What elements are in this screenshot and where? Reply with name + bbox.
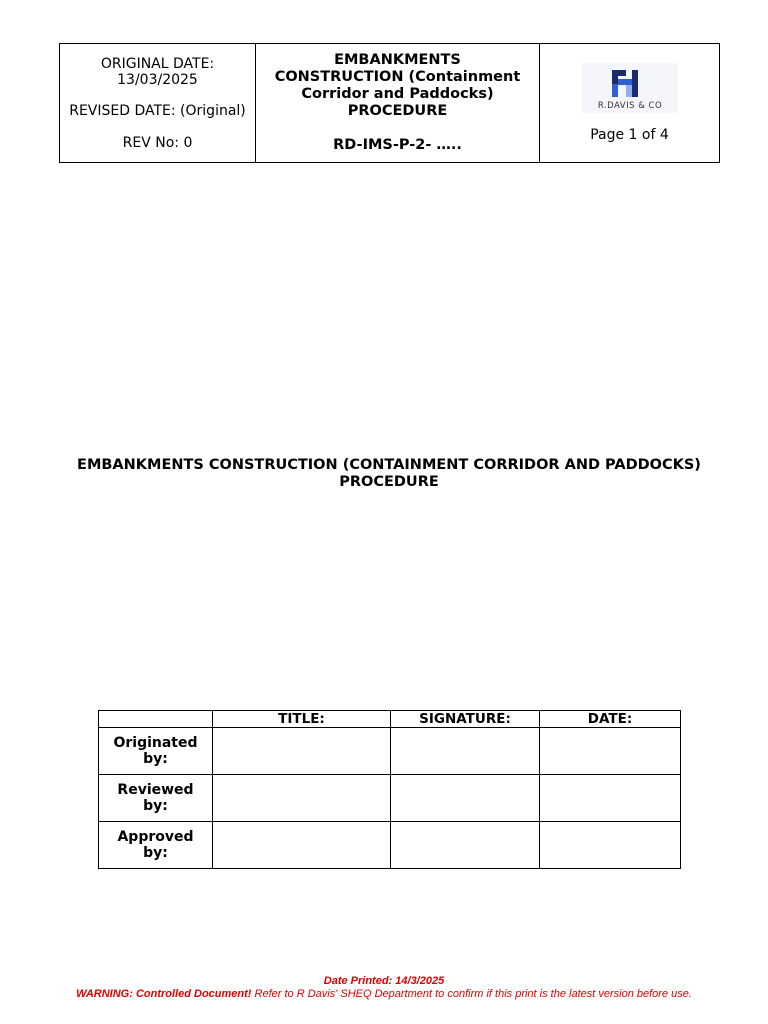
signoff-table xyxy=(98,710,681,869)
date-cell xyxy=(540,775,681,822)
logo-page-cell xyxy=(540,44,720,163)
header-title-cell xyxy=(256,44,540,163)
signature-cell xyxy=(391,775,540,822)
title-cell xyxy=(213,775,391,822)
signature-cell xyxy=(391,822,540,869)
r-davis-logo-icon xyxy=(582,63,678,113)
header-title-line: Corridor and Paddocks) xyxy=(301,86,494,102)
row-label-line: by: xyxy=(143,751,168,767)
row-label-line: by: xyxy=(143,798,168,814)
table-row xyxy=(99,728,681,775)
document-code: RD-IMS-P-2- ….. xyxy=(333,137,462,153)
column-header xyxy=(99,711,213,728)
original-date-label: ORIGINAL DATE: xyxy=(100,55,215,72)
footer-notice xyxy=(0,975,768,1001)
row-label-line: Approved xyxy=(117,829,194,845)
date-printed: Date Printed: 14/3/2025 xyxy=(323,975,445,987)
title-cell xyxy=(213,728,391,775)
row-label-line: by: xyxy=(143,845,168,861)
document-title xyxy=(20,457,758,491)
warning-label: WARNING: Controlled Document! xyxy=(76,988,252,1000)
warning-text: Refer to R Davis' SHEQ Department to confirm if this print is the latest version before use. xyxy=(251,988,692,1000)
logo-text: R.DAVIS & CO xyxy=(597,101,662,111)
original-date-value: 13/03/2025 xyxy=(117,71,198,88)
revised-date: REVISED DATE: (Original) xyxy=(69,102,246,119)
row-label xyxy=(99,775,213,822)
document-title-line: PROCEDURE xyxy=(339,474,439,490)
table-row xyxy=(99,775,681,822)
document-title-line: EMBANKMENTS CONSTRUCTION (CONTAINMENT CORRIDOR AND PADDOCKS) xyxy=(77,457,701,473)
column-header: TITLE: xyxy=(213,711,391,728)
row-label-line: Originated xyxy=(113,735,198,751)
row-label xyxy=(99,728,213,775)
header-title-line: EMBANKMENTS xyxy=(334,52,461,68)
page-number: Page 1 of 4 xyxy=(590,127,669,143)
rev-number: REV No: 0 xyxy=(122,134,193,151)
header-title-line: PROCEDURE xyxy=(347,103,448,119)
header-title-line: CONSTRUCTION (Containment xyxy=(274,69,521,85)
table-row xyxy=(99,822,681,869)
date-cell xyxy=(540,822,681,869)
column-header: DATE: xyxy=(540,711,681,728)
date-cell xyxy=(540,728,681,775)
column-header: SIGNATURE: xyxy=(391,711,540,728)
revision-info-cell xyxy=(60,44,256,163)
document-header xyxy=(59,43,720,163)
controlled-document-warning xyxy=(0,988,768,1001)
signoff-header-row xyxy=(99,711,681,728)
signature-cell xyxy=(391,728,540,775)
row-label-line: Reviewed xyxy=(117,782,194,798)
row-label xyxy=(99,822,213,869)
title-cell xyxy=(213,822,391,869)
